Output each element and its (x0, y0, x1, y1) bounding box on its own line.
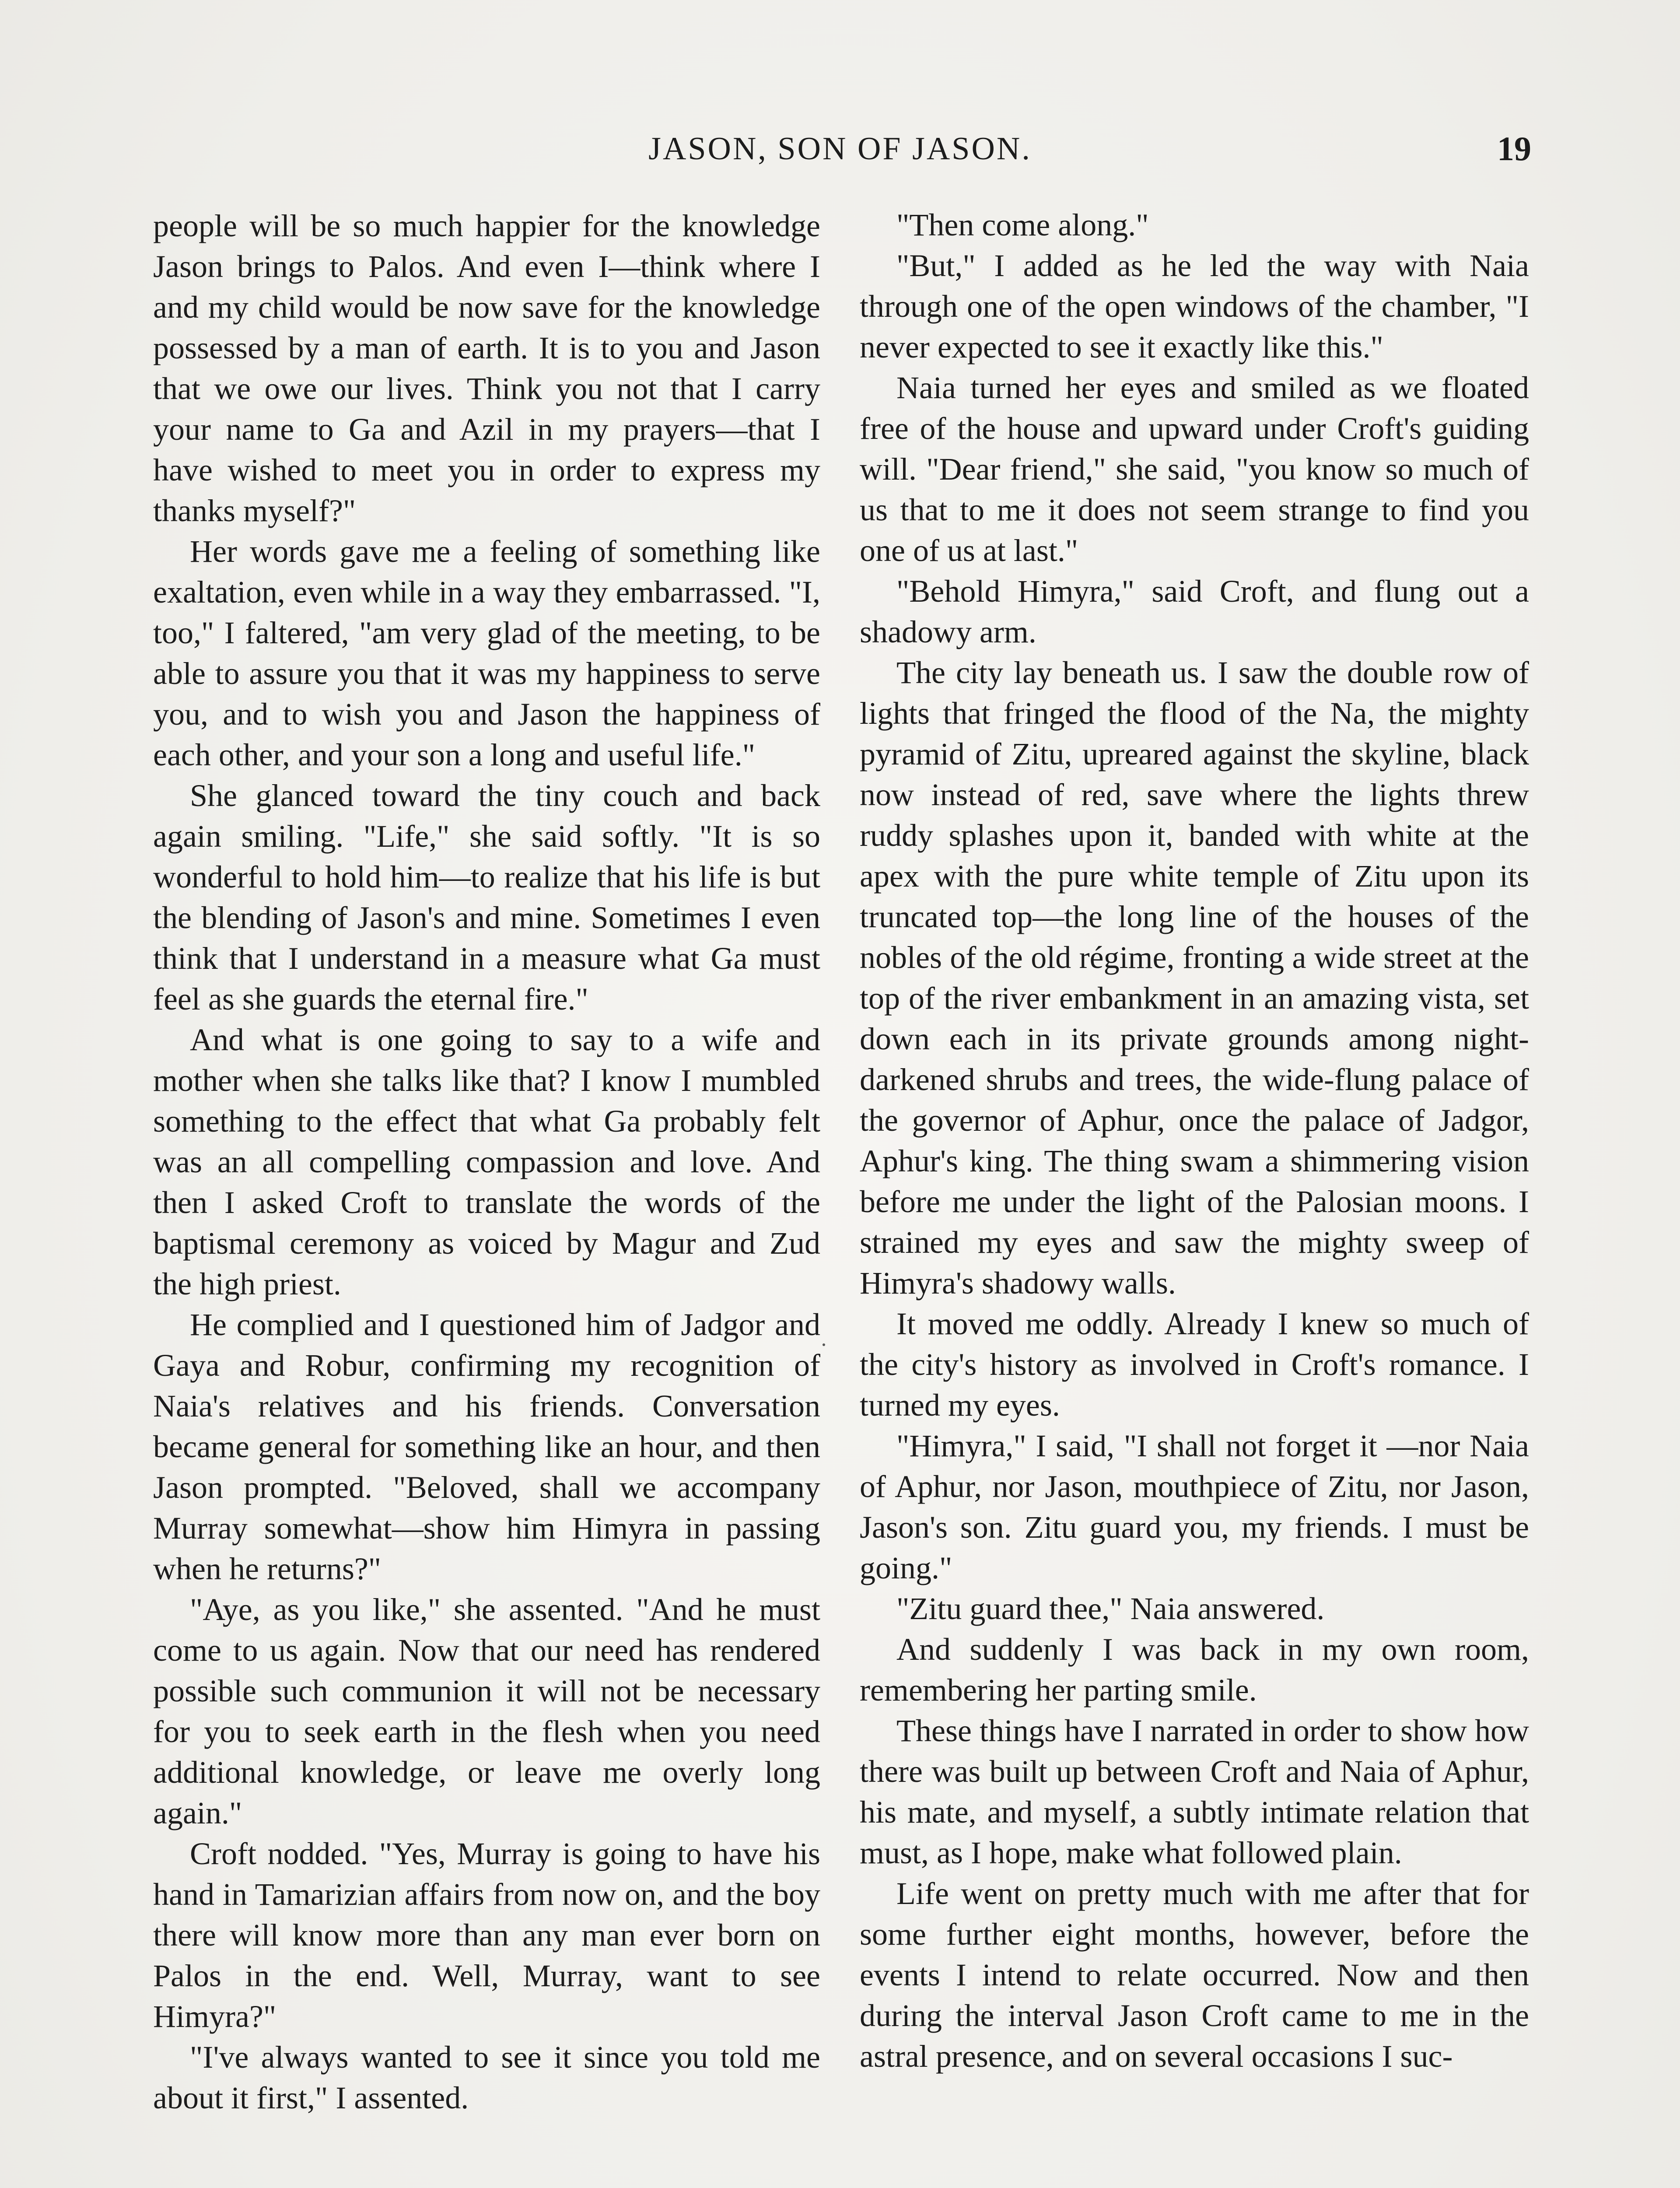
left-column (153, 206, 820, 2118)
print-speck (822, 1343, 825, 1346)
paragraph: people will be so much happier for the knowledge Jason brings to Palos. And even I—think where I and my child would be now save for the knowledge possessed by a man of earth. It is to you and Jason that we owe our lives. Think you not that I carry your name to Ga and Azil in my prayers—that I have wished to meet you in order to express my thanks myself?" (153, 208, 820, 528)
paragraph: "Aye, as you like," she assented. "And he must come to us again. Now that our need has rendered possible such communion it will not be necessary for you to seek earth in the flesh when you need additional knowledge, or leave me overly long again." (153, 1592, 820, 1830)
paragraph: Naia turned her eyes and smiled as we floated free of the house and upward under Croft's guiding will. "Dear friend," she said, "you know so much of us that to me it does not seem strange to find you one of us at last." (860, 370, 1529, 568)
running-head (0, 129, 1680, 168)
paragraph: "I've always wanted to see it since you told me about it first," I assented. (153, 2040, 820, 2115)
paragraph: He complied and I questioned him of Jadgor and Gaya and Robur, confirming my recognition of Naia's relatives and his friends. Conversation became general for something like an hour, and then Jason prompted. "Beloved, shall we accompany Murray somewhat—show him Himyra in passing when he returns?" (153, 1307, 820, 1586)
paragraph: And what is one going to say to a wife and mother when she talks like that? I know I mumbled something to the effect that what Ga probably felt was an all compelling compassion and love. And then I asked Croft to translate the words of the baptismal ceremony as voiced by Magur and Zud the high priest. (153, 1022, 820, 1301)
paragraph: These things have I narrated in order to show how there was built up between Croft and Naia of Aphur, his mate, and myself, a subtly intimate relation that must, as I hope, make what followed plain. (860, 1713, 1529, 1870)
right-column (860, 205, 1529, 2077)
paragraph: "Then come along." (896, 207, 1149, 242)
paragraph: Her words gave me a feeling of something like exaltation, even while in a way they embarrassed. "I, too," I faltered, "am very glad of the meeting, to be able to assure you that it was my happiness to serve you, and to wish you and Jason the happiness of each other, and your son a long and useful life." (153, 534, 820, 772)
paragraph: "But," I added as he led the way with Naia through one of the open windows of the chamber, "I never expected to see it exactly like this." (860, 248, 1529, 365)
paragraph: "Behold Himyra," said Croft, and flung out a shadowy arm. (860, 574, 1529, 649)
paragraph: Life went on pretty much with me after that for some further eight months, however, before the events I intend to relate occurred. Now and then during the interval Jason Croft came to me in the astral presence, and on several occasions I suc- (860, 1876, 1529, 2074)
paragraph: "Himyra," I said, "I shall not forget it —nor Naia of Aphur, nor Jason, mouthpiece of Zitu, nor Jason, Jason's son. Zitu guard you, my friends. I must be going." (860, 1428, 1529, 1585)
paragraph: It moved me oddly. Already I knew so much of the city's history as involved in Croft's romance. I turned my eyes. (860, 1306, 1529, 1423)
paragraph: The city lay beneath us. I saw the double row of lights that fringed the flood of the Na, the mighty pyramid of Zitu, upreared against the skyline, black now instead of red, save where the lights threw ruddy splashes upon it, banded with white at the apex with the pure white temple of Zitu upon its truncated top—the long line of the houses of the nobles of the old régime, fronting a wide street at the top of the river embankment in an amazing vista, set down each in its private grounds among night-darkened shrubs and trees, the wide-flung palace of the governor of Aphur, once the palace of Jadgor, Aphur's king. The thing swam a shimmering vision before me under the light of the Palosian moons. I strained my eyes and saw the mighty sweep of Himyra's shadowy walls. (860, 655, 1529, 1301)
paragraph: She glanced toward the tiny couch and back again smiling. "Life," she said softly. "It is so wonderful to hold him—to realize that his life is but the blending of Jason's and mine. Sometimes I even think that I understand in a measure what Ga must feel as she guards the eternal fire." (153, 778, 820, 1017)
paragraph: "Zitu guard thee," Naia answered. (896, 1591, 1325, 1626)
running-title: JASON, SON OF JASON. (648, 131, 1032, 167)
page-number: 19 (1497, 130, 1531, 168)
paragraph: Croft nodded. "Yes, Murray is going to have his hand in Tamarizian affairs from now on, and the boy there will know more than any man ever born on Palos in the end. Well, Murray, want to see Himyra?" (153, 1836, 820, 2034)
paragraph: And suddenly I was back in my own room, remembering her parting smile. (860, 1632, 1529, 1708)
